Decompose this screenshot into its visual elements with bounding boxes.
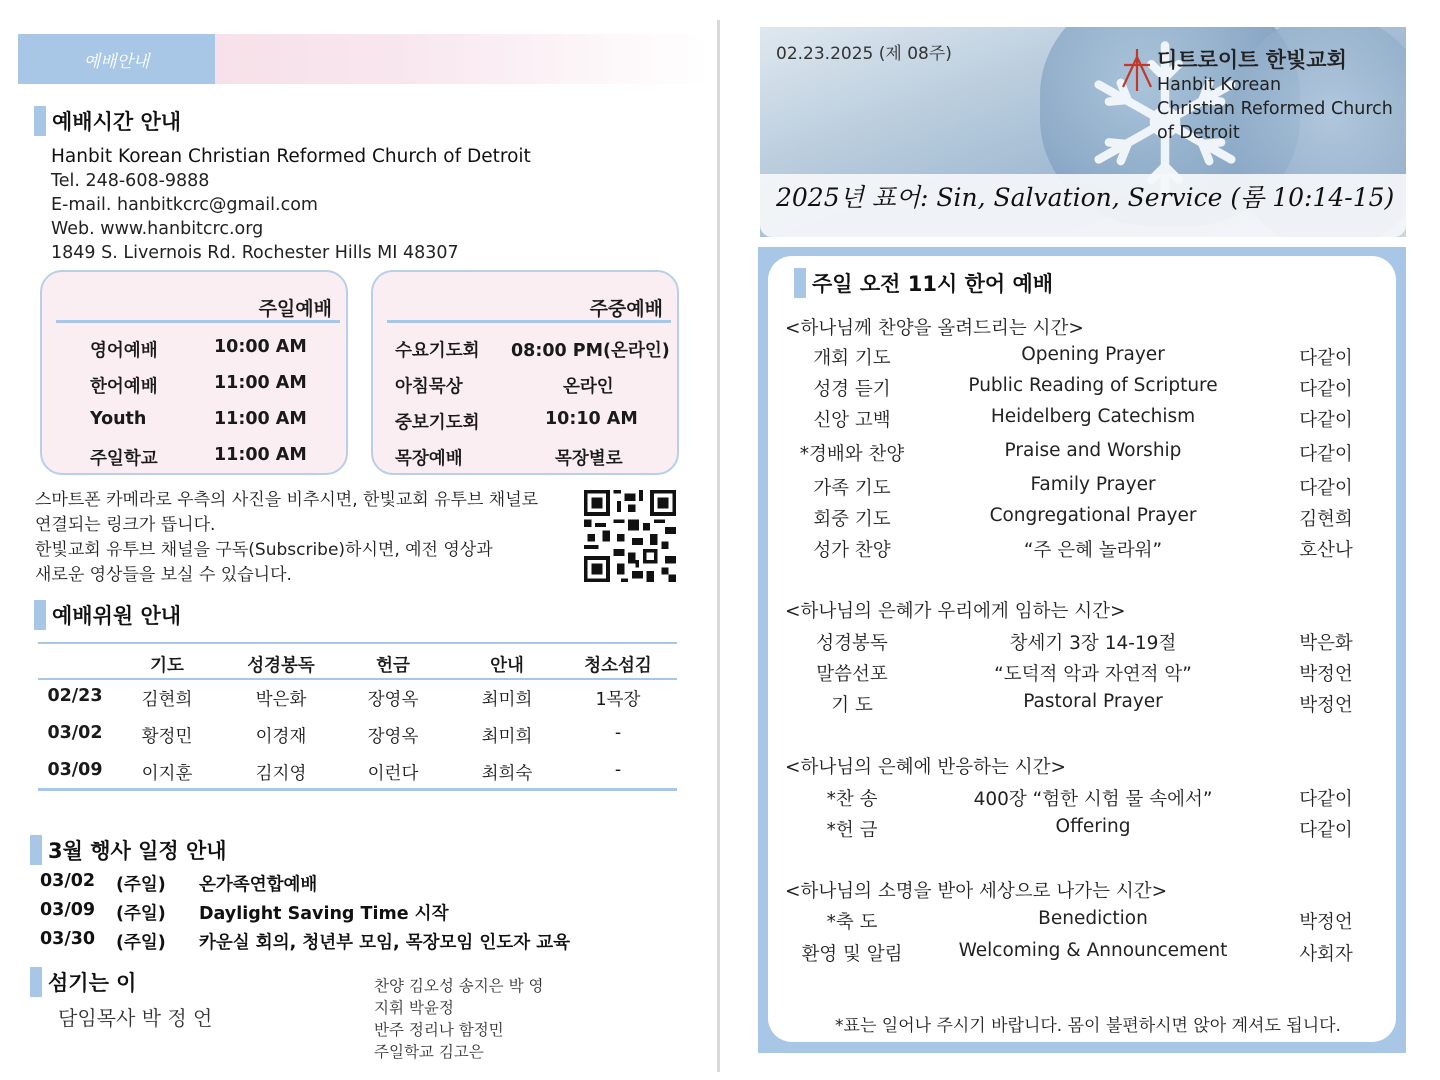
order-item-leader: 다같이 — [1299, 410, 1353, 431]
order-item-name: 가족 기도 — [813, 478, 891, 499]
order-item — [768, 536, 1396, 564]
order-item-english: Congregational Prayer — [989, 505, 1197, 526]
sunday-service-box — [40, 270, 348, 475]
order-item — [768, 406, 1396, 434]
section-heading-schedule — [34, 106, 181, 136]
order-item-name: 성경 듣기 — [813, 379, 891, 400]
table-cell: 03/02 — [47, 723, 103, 743]
table-cell: 이런다 — [367, 764, 419, 784]
section-heading-events — [30, 835, 227, 865]
weekday-title: 주중예배 — [589, 298, 663, 320]
table-header-cell: 청소섬김 — [584, 656, 652, 676]
order-item-name: 환영 및 알림 — [801, 944, 903, 965]
website: Web. www.hanbitcrc.org — [51, 219, 264, 239]
service-row: 중보기도회 10:10 AM — [395, 409, 638, 433]
table-cell: 장영옥 — [367, 727, 419, 747]
section-heading-servers — [34, 600, 181, 630]
service-row: Youth 11:00 AM — [90, 409, 307, 429]
weekday-service-box — [371, 270, 679, 475]
service-title: 주일 오전 11시 한어 예배 — [812, 272, 1054, 296]
sunday-title: 주일예배 — [258, 298, 332, 320]
order-item-name: *찬 송 — [826, 789, 878, 810]
service-row: 영어예배 10:00 AM — [90, 337, 307, 361]
order-item-english: Family Prayer — [1030, 474, 1156, 495]
church-info — [51, 145, 531, 265]
order-item-name: 신앙 고백 — [813, 410, 891, 431]
table-cell: 1목장 — [595, 690, 641, 710]
order-item-english: Praise and Worship — [1004, 440, 1182, 461]
table-cell: 장영옥 — [367, 690, 419, 710]
order-item-english: Benediction — [1038, 908, 1148, 929]
order-item-leader: 다같이 — [1299, 379, 1353, 400]
table-header-cell: 성경봉독 — [247, 656, 315, 676]
order-item-leader: 김현희 — [1299, 509, 1353, 530]
order-item — [768, 344, 1396, 372]
order-item-english: Offering — [1055, 816, 1131, 837]
order-item-name: 기 도 — [831, 695, 873, 716]
order-item-leader: 박은화 — [1299, 633, 1353, 654]
tel: Tel. 248-608-9888 — [51, 171, 210, 191]
order-item-leader: 박정언 — [1299, 664, 1353, 685]
order-item-english: 창세기 3장 14-19절 — [1009, 633, 1177, 654]
service-row: 주일학교 11:00 AM — [90, 445, 307, 469]
standing-note: *표는 일어나 주시기 바랍니다. 몸이 불편하시면 앉아 계셔도 됩니다. — [835, 1016, 1341, 1036]
table-cell: - — [614, 760, 622, 780]
order-item — [768, 940, 1396, 968]
qr-code-icon[interactable] — [583, 490, 677, 582]
table-cell: 김지영 — [255, 764, 307, 784]
tab-label: 예배안내 — [18, 34, 215, 84]
order-item-english: Public Reading of Scripture — [968, 375, 1218, 396]
section-heading-staff — [30, 967, 136, 997]
order-item-leader: 다같이 — [1299, 348, 1353, 369]
order-item-name: 말씀선포 — [816, 664, 888, 685]
table-cell: 황정민 — [141, 727, 193, 747]
order-item — [768, 375, 1396, 403]
section-title: 예배위원 안내 — [52, 604, 182, 628]
order-item-leader: 다같이 — [1299, 478, 1353, 499]
header-banner — [760, 27, 1406, 237]
order-item — [768, 440, 1396, 468]
order-item — [768, 691, 1396, 719]
section-title: 예배시간 안내 — [52, 110, 182, 134]
staff-list: 찬양 김오성 송지은 박 영 지휘 박윤정 반주 정리나 함정민 주일학교 김고은 — [374, 977, 544, 1061]
left-page: 예배안내 예배시간 안내 Hanbit Korean Christian Reformed Church of Detroit Tel. 248-608-9888 E-mail. hanbitkcrc@gmail.com Web. www.hanbitcrc.org 1849 S. Livernois Rd. Rochester Hills MI 48307 주일예배 영어예배 10:00 AM 한어예배 11:00 AM Youth 11:00 AM 주일학교 11:00 AM 주중예배 수요기도회 08:00 PM(온라인) 아침묵상 온라인 중보기도회 10:10 AM 목장예배 목장별로 스마트폰 카메라로 우측의 사진을 비추시면, 한빛교회 유투브 채널로 연결되는 링크가 뜹니다. 한빛교회 유투브 채널을 구독(Subscribe)하시면, 예전 영상과 새로운 영상들을 보실 수 있습니다. 예배위원 안내 기도 성경봉독 헌금 안내 청소섬김 02/23 김현희 박은화 장영옥 최미희 1목장 03/02 황정민 이경재 장영옥 최미희 - 03/09 이지훈 김지영 이런다 최희숙 - 3월 행사 일정 안내 03/02 (주일) 온가족연합예배 03/09 (주일) Daylight Saving Time 시작 03/30 (주일) 카운실 회의, 청년부 모임, 목장모임 인도자 교육 섬기는 이 담임목사 박 정 언 찬양 김오성 송지은 박 영 지휘 박윤정 반주 정리나 함정민 주일학교 김고은 — [0, 0, 716, 1080]
yearly-motto: 2025년 표어: Sin, Salvation, Service (롬 10:14-15) — [776, 183, 1395, 212]
org-name: Hanbit Korean Christian Reformed Church of Detroit — [51, 146, 531, 167]
table-cell: 02/23 — [47, 686, 103, 706]
order-item-name: *축 도 — [826, 912, 878, 933]
order-section-heading: <하나님의 은혜에 반응하는 시간> — [785, 757, 1066, 778]
order-item-leader: 다같이 — [1299, 820, 1353, 841]
order-item-english: Opening Prayer — [1021, 344, 1165, 365]
order-item — [768, 908, 1396, 936]
service-row: 목장예배 목장별로 — [395, 449, 623, 469]
table-cell: 이지훈 — [141, 764, 193, 784]
table-cell: 최미희 — [481, 690, 533, 710]
table-cell: 이경재 — [255, 727, 307, 747]
order-section-heading: <하나님의 은혜가 우리에게 임하는 시간> — [785, 601, 1126, 622]
order-item — [768, 660, 1396, 688]
pastor-name: 담임목사 박 정 언 — [58, 1006, 213, 1030]
section-title: 섬기는 이 — [48, 971, 137, 995]
table-header-cell: 안내 — [490, 656, 524, 676]
order-item-english: 400장 “험한 시험 물 속에서” — [973, 789, 1213, 810]
order-item-leader: 박정언 — [1299, 695, 1353, 716]
table-cell: - — [614, 723, 622, 743]
order-item — [768, 505, 1396, 533]
order-item — [768, 474, 1396, 502]
order-item-english: “도덕적 악과 자연적 악” — [994, 664, 1192, 685]
table-header-cell: 기도 — [150, 656, 184, 676]
table-cell: 03/09 — [47, 760, 103, 780]
order-section-heading: <하나님의 소명을 받아 세상으로 나가는 시간> — [785, 881, 1168, 902]
order-item-name: 성경봉독 — [816, 633, 888, 654]
table-cell: 최희숙 — [481, 764, 533, 784]
order-item — [768, 785, 1396, 813]
order-item-name: *헌 금 — [826, 820, 878, 841]
church-cross-logo-icon — [1120, 47, 1154, 93]
table-cell: 박은화 — [255, 690, 307, 710]
order-item-name: *경배와 찬양 — [799, 444, 905, 465]
order-item-leader: 사회자 — [1299, 944, 1353, 965]
service-row: 한어예배 11:00 AM — [90, 373, 307, 397]
youtube-notice: 스마트폰 카메라로 우측의 사진을 비추시면, 한빛교회 유투브 채널로 연결되는 링크가 뜹니다. 한빛교회 유투브 채널을 구독(Subscribe)하시면, 예전 영상과 새로운 영상들을 보실 수 있습니다. — [35, 490, 539, 585]
order-item-leader: 다같이 — [1299, 789, 1353, 810]
order-item-english: Pastoral Prayer — [1023, 691, 1163, 712]
order-item-english: Welcoming & Announcement — [958, 940, 1228, 961]
order-item-name: 성가 찬양 — [813, 540, 891, 561]
order-item-english: “주 은혜 놀라워” — [1023, 540, 1163, 561]
order-item-name: 회중 기도 — [813, 509, 891, 530]
service-row: 수요기도회 08:00 PM(온라인) — [395, 341, 670, 361]
order-item-leader: 호산나 — [1299, 540, 1353, 561]
bulletin-date: 02.23.2025 (제 08주) — [776, 44, 952, 64]
order-item-name: 개회 기도 — [813, 348, 891, 369]
order-item-leader: 다같이 — [1299, 444, 1353, 465]
page-divider — [717, 20, 720, 1072]
order-item — [768, 629, 1396, 657]
section-title: 3월 행사 일정 안내 — [48, 839, 227, 863]
service-row: 아침묵상 온라인 — [395, 377, 614, 397]
table-header-cell: 헌금 — [376, 656, 410, 676]
order-item — [768, 816, 1396, 844]
table-cell: 김현희 — [141, 690, 193, 710]
table-cell: 최미희 — [481, 727, 533, 747]
church-name-ko: 디트로이트 한빛교회 — [1157, 48, 1347, 72]
email: E-mail. hanbitkcrc@gmail.com — [51, 195, 318, 215]
church-name-en: Hanbit Korean Christian Reformed Church of Detroit — [1157, 75, 1393, 143]
order-section-heading: <하나님께 찬양을 올려드리는 시간> — [785, 318, 1084, 339]
address: 1849 S. Livernois Rd. Rochester Hills MI 48307 — [51, 243, 459, 263]
order-item-leader: 박정언 — [1299, 912, 1353, 933]
order-item-english: Heidelberg Catechism — [990, 406, 1196, 427]
section-heading-service — [794, 268, 1053, 298]
